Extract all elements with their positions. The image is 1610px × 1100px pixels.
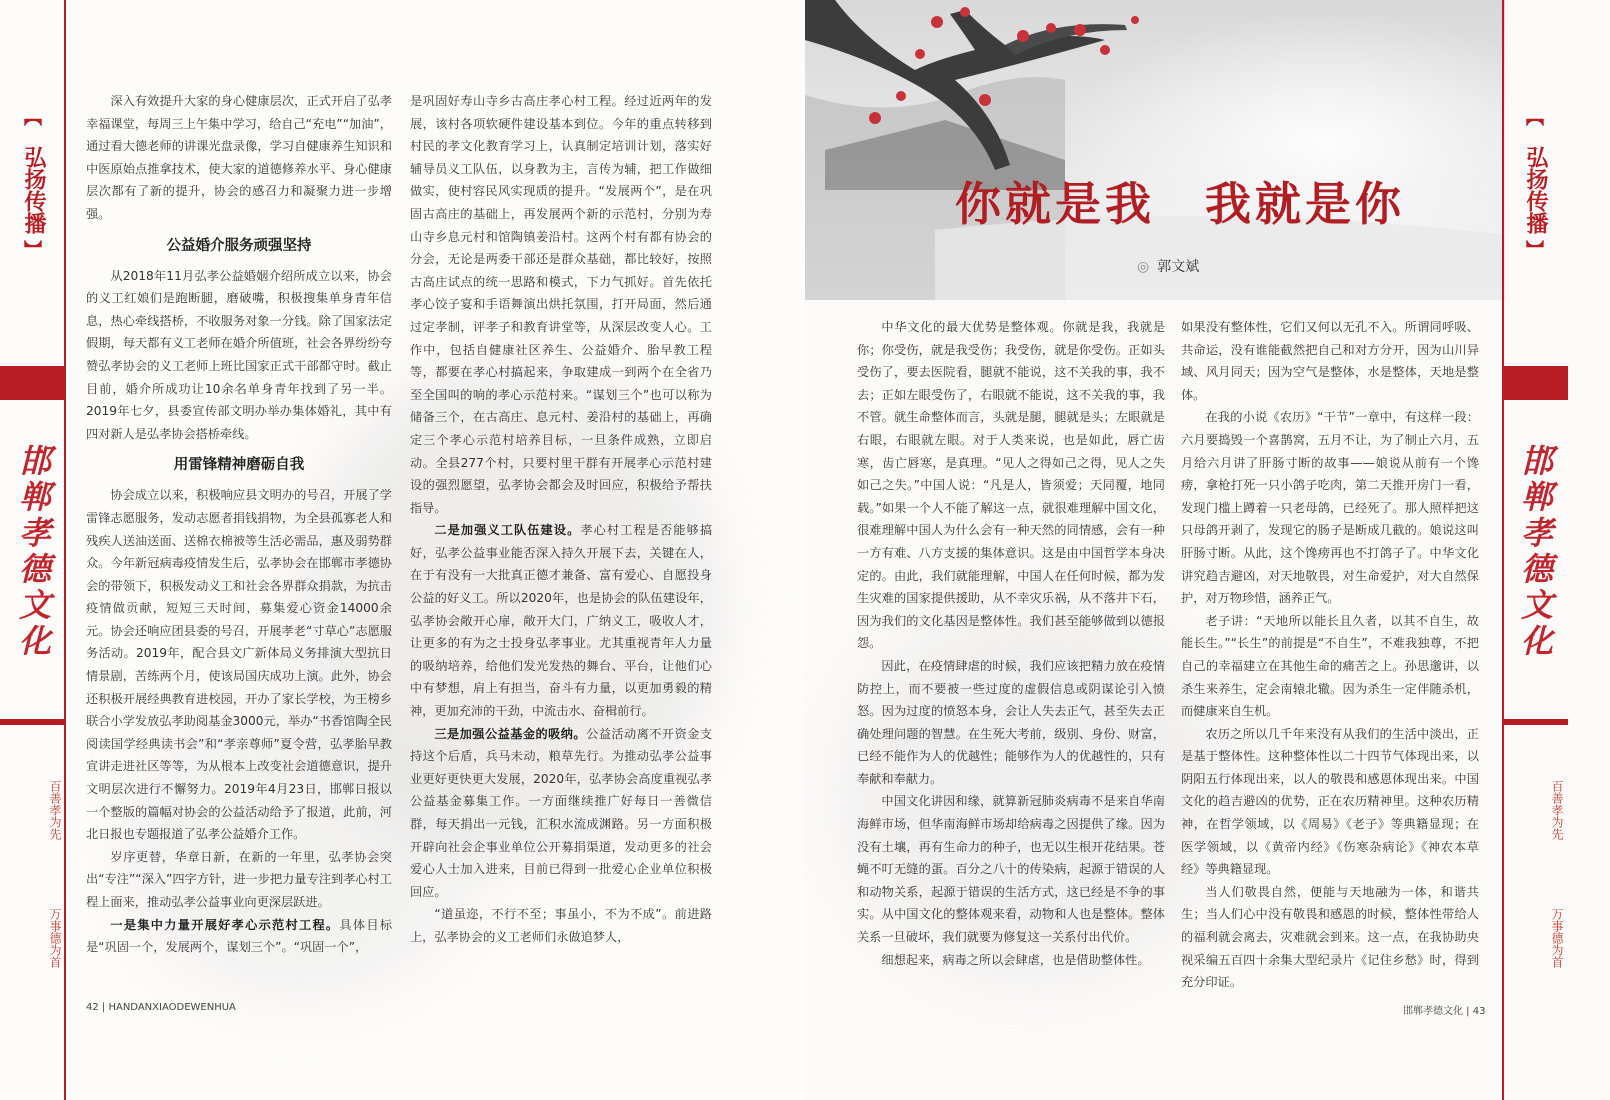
author-name: 郭文斌 xyxy=(1157,259,1200,275)
left-side-band xyxy=(0,0,66,1100)
bold-lead: 三是加强公益基金的吸纳。 xyxy=(434,726,587,741)
bold-lead: 二是加强义工队伍建设。 xyxy=(434,523,581,538)
red-thin-stripe xyxy=(0,719,66,725)
paragraph: 岁序更替，华章日新，在新的一年里，弘孝协会突出“专注”“深入”四字方针，进一步把力量专注到孝心村工程上面来，推动弘孝公益事业向更深层跃进。 xyxy=(86,849,392,909)
paragraph xyxy=(86,914,392,959)
red-stripe xyxy=(0,366,66,400)
left-column-2 xyxy=(410,90,712,949)
byline xyxy=(1137,256,1199,276)
paragraph: 从2018年11月弘孝公益婚姻介绍所成立以来，协会的义工红娘们是跑断腿，磨破嘴，积极搜集单身青年信息，热心牵线搭桥，不收服务对象一分钱。除了国家法定假期，每天都有义工老师在婚介所值班，社会各界纷纷夸赞弘孝协会的义工老师上班比国家正式干部都守时。截止目前，婚介所成功让10余名单身青年找到了另一半。2019年七夕，县委宣传部文明办举办集体婚礼，其中有四对新人是弘孝协会搭桥牵线。 xyxy=(86,268,392,441)
page-folio: 42 | HANDANXIAODEWENHUA xyxy=(86,1002,236,1013)
section-label: 弘扬传播 xyxy=(21,146,46,234)
page-number: 42 xyxy=(86,1002,99,1013)
byline-mark: ◎ xyxy=(1137,259,1150,275)
paragraph xyxy=(410,519,712,722)
red-thin-stripe xyxy=(1502,719,1568,725)
paragraph: 农历之所以几千年来没有从我们的生活中淡出，正是基于整体性。这种整体性以二十四节气体现出来，以阴阳五行体现出来，以人的敬畏和感恩体现出来。中国文化的趋吉避凶的优势，正在农历精神里。这种农历精神，在哲学领域，以《周易》《老子》等典籍显现；在医学领域，以《黄帝内经》《伤寒杂病论》《神农本草经》等典籍显现。 xyxy=(1181,726,1479,877)
paragraph: 因此，在疫情肆虐的时候，我们应该把精力放在疫情防控上，而不要被一些过度的虚假信息或阴谋论引入愤怒。因为过度的愤怒本身，会让人失去正气，甚至失去正确处理问题的智慧。在生死大考前，级别、身份、财富，已经不能作为人的优越性；能够作为人的优越性的，只有奉献和奉献力。 xyxy=(857,658,1165,786)
article-title: 你就是我 我就是你 xyxy=(955,177,1405,231)
motto-bottom: 万事德为首 xyxy=(48,907,62,968)
motto-top: 百善孝为先 xyxy=(48,779,62,840)
paragraph-text: 具体目标是“巩固一个，发展两个，谋划三个”。“巩固一个”， xyxy=(86,917,393,955)
right-column-1 xyxy=(857,316,1165,971)
brand-calligraphy: 邯郸孝德文化 xyxy=(14,444,52,660)
paragraph xyxy=(410,723,712,904)
right-column-2 xyxy=(1181,316,1479,994)
paragraph: 当人们敬畏自然，便能与天地融为一体，和谐共生；当人们心中没有敬畏和感恩的时候，整体性带给人的福利就会离去，灾难就会到来。这一点，在我协助央视采编五百四十余集大型纪录片《记住乡愁》时，得到充分印证。 xyxy=(1181,884,1479,990)
motto-bottom: 万事德为首 xyxy=(1550,907,1564,968)
right-side-band xyxy=(1502,0,1568,1100)
plum-blossom-painting xyxy=(805,0,1505,300)
paragraph-text: 公益活动离不开资金支持这个后盾，兵马未动，粮草先行。为推动弘孝公益事业更好更快更大发展，2020年，弘孝协会高度重视弘孝公益基金募集工作。一方面继续推广好每日一善微信群，每天捐出一元钱，汇积水流成渊路。另一方面积极开辟向社会企事业单位公开募捐渠道，发动更多的社会爱心人士加入进来，目前已得到一批爱心企业单位积极回应。 xyxy=(410,726,713,899)
page-folio: 邯郸孝德文化 | 43 xyxy=(1403,1006,1486,1017)
section-label: 弘扬传播 xyxy=(1523,146,1548,234)
paragraph: 深入有效提升大家的身心健康层次，正式开启了弘孝幸福课堂，每周三上午集中学习，给自己“充电”“加油”，通过看大德老师的讲课光盘录像，学习自健康养生知识和中医原始点推拿技术，使大家的道德修养水平、身心健康层次都有了新的提升，协会的感召力和凝聚力进一步增强。 xyxy=(86,94,392,221)
subheading: 用雷锋精神磨砺自我 xyxy=(173,457,305,474)
page-number: 43 xyxy=(1472,1006,1486,1017)
paragraph: 协会成立以来，积极响应县文明办的号召，开展了学雷锋志愿服务，发动志愿者捐钱捐物，为全县孤寡老人和残疾人送油送面、送棉衣棉被等生活必需品，惠及弱势群众。今年新冠病毒疫情发生后，弘孝协会在邯郸市孝德协会的带领下，积极发动义工和社会各界群众捐款，为抗击疫情做贡献，短短三天时间，募集爱心资金14000余元。协会还响应团县委的号召，开展孝老“寸草心”志愿服务活动。2019年，配合县文广新体局义务排演大型抗日情景剧，苦练两个月，使该局国庆成功上演。此外，协会还积极开展经典教育进校园，开办了家长学校，为王榜乡联合小学发放弘孝助阅基金3000元，举办“书香馆陶全民阅读国学经典读书会”和“孝亲尊师”夏令营，弘孝胎早教宣讲走进社区等等，为从根本上改变社会道德意识，提升文明层次进行不懈努力。2019年4月23日，邯郸日报以一个整版的篇幅对协会的公益活动给予了报道，此前，河北日报也专题报道了弘孝公益婚介工作。 xyxy=(86,488,392,842)
bracket-top: ︻ xyxy=(1526,108,1544,129)
folio-text: 邯郸孝德文化 xyxy=(1403,1006,1463,1017)
bracket-bottom: ︼ xyxy=(24,240,42,261)
motto-top: 百善孝为先 xyxy=(1550,779,1564,840)
paragraph: 在我的小说《农历》“干节”一章中，有这样一段：六月要捣毁一个喜鹊窝，五月不让，为了制止六月，五月给六月讲了肝肠寸断的故事——娘说从前有一个馋痨，拿枪打死一只小鸽子吃肉，第二天推开房门一看，发现门槛上蹲着一只老母鸽，已经死了。那人照样把这只母鸽开剥了，发现它的肠子是断成几截的。娘说这叫肝肠寸断。从此，这个馋痨再也不打鸽子了。中华文化讲究趋吉避凶，对天地敬畏，对生命爱护，对大自然保护，对万物珍惜，涵养正气。 xyxy=(1181,410,1479,606)
paragraph: 老子讲：“天地所以能长且久者，以其不自生，故能长生。”“长生”的前提是“不自生”，不难我独尊，不把自己的幸福建立在其他生命的痛苦之上。孙思邈讲，以杀生来养生，定会南辕北辙。因为杀生一定伴随杀机，而健康来自生机。 xyxy=(1181,613,1479,719)
bracket-bottom: ︼ xyxy=(1526,240,1544,261)
red-stripe xyxy=(1502,366,1568,400)
paragraph: 如果没有整体性，它们又何以无孔不入。所谓同呼吸、共命运，没有谁能截然把自己和对方分开，因为山川异域、风月同天；因为空气是整体，水是整体，天地是整体。 xyxy=(1181,320,1479,402)
paragraph-text: 孝心村工程是否能够搞好，弘孝公益事业能否深入持久开展下去，关键在人，在于有没有一大批真正德才兼备、富有爱心、自愿投身公益的好义工。所以2020年，也是协会的队伍建设年，弘孝协会敞开心扉，敞开大门，广纳义工，吸收人才，让更多的有为之士投身弘孝事业。尤其重视青年人力量的吸纳培养，给他们发光发热的舞台、平台，让他们心中有梦想，肩上有担当，奋斗有力量，以更加勇毅的精神，更加充沛的干劲，中流击水、奋楫前行。 xyxy=(410,523,713,719)
right-page xyxy=(805,0,1610,1100)
paragraph: “道虽迩，不行不至；事虽小，不为不成”。前进路上，弘孝协会的义工老师们永做追梦人， xyxy=(410,907,712,944)
paragraph: 是巩固好寿山寺乡古高庄孝心村工程。经过近两年的发展，该村各项软硬件建设基本到位。今年的重点转移到村民的孝文化教育学习上，认真制定培训计划，落实好辅导员义工队伍，以身教为主，言传为辅，把工作做细做实，使村容民风实现质的提升。“发展两个”，是在巩固古高庄的基础上，再发展两个新的示范村，分别为寿山寺乡息元村和馆陶镇姜沿村。这两个村有都有协会的分会，无论是两委干部还是群众基础，都比较好，按照古高庄试点的统一思路和模式，下力气抓好。首先依托孝心饺子宴和手语舞演出烘托氛围，打开局面，然后通过定孝制，评孝子和教育讲堂等，从深层改变人心。工作中，包括自健康社区养生、公益婚介、胎早教工程等，都要在孝心村搞起来，争取建成一到两个在全省乃至全国叫的响的孝心示范村来。“谋划三个”也可以称为储备三个，在古高庄、息元村、姜沿村的基础上，再确定三个孝心示范村培养目标，一旦条件成熟，立即启动。全县277个村，只要村里干群有开展孝心示范村建设的强烈愿望，弘孝协会都会及时回应，积极给予帮扶指导。 xyxy=(410,94,712,515)
subheading: 公益婚介服务顽强坚持 xyxy=(166,237,312,254)
brand-calligraphy: 邯郸孝德文化 xyxy=(1516,444,1554,660)
left-column-1 xyxy=(86,90,392,959)
folio-text: HANDANXIAODEWENHUA xyxy=(108,1002,236,1013)
paragraph: 中国文化讲因和缘，就算新冠肺炎病毒不是来自华南海鲜市场，但华南海鲜市场却给病毒之因提供了缘。因为没有土壤，再有生命力的种子，也无以生根开花结果。苍蝇不叮无缝的蛋。百分之八十的传染病，起源于错误的人和动物关系，起源于错误的生活方式，这已经是不争的事实。从中国文化的整体观来看，动物和人也是整体。整体关系一旦破坏，我们就要为修复这一关系付出代价。 xyxy=(857,794,1165,945)
bold-lead: 一是集中力量开展好孝心示范村工程。 xyxy=(110,917,340,932)
paragraph: 细想起来，病毒之所以会肆虐，也是借助整体性。 xyxy=(881,952,1150,967)
paragraph: 中华文化的最大优势是整体观。你就是我，我就是你；你受伤，就是我受伤；我受伤，就是你受伤。正如头受伤了，要去医院看，腿就不能说，这不关我的事，我不去；正如左眼受伤了，右眼就不能说，这不关我的事，我不管。就生命整体而言，头就是腿，腿就是头；左眼就是右眼，右眼就左眼。对于人类来说，也是如此，唇亡齿寒，齿亡唇寒，是真理。“见人之得如己之得，见人之失如己之失。”中国人说：“凡是人，皆须爱；天同覆，地同载。”如果一个人不能了解这一点，就很难理解中国文化，很难理解中国人为什么会有一种天然的同情感，会有一种一方有难、八方支援的集体意识。这是由中国哲学本身决定的。由此，我们就能理解，中国人在任何时候，都为发生灾难的国家提供援助，从不幸灾乐祸，从不落井下石，因为我们的文化基因是整体性。我们甚至能够做到以德报怨。 xyxy=(857,320,1165,651)
bracket-top: ︻ xyxy=(24,108,42,129)
